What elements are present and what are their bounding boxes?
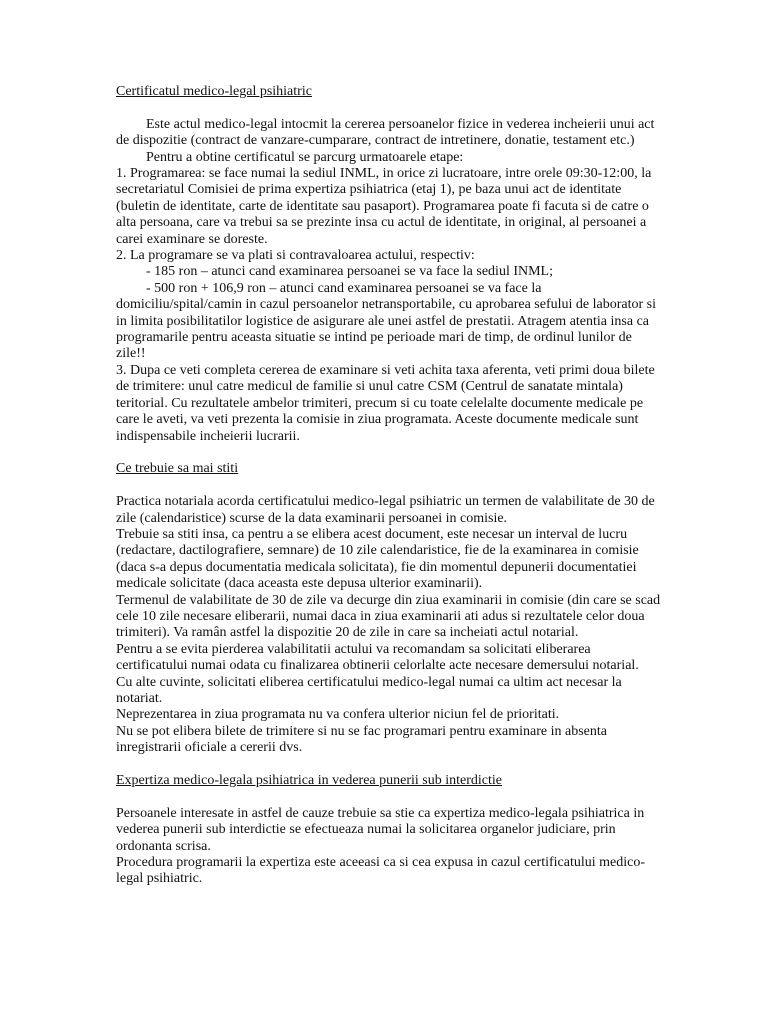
paragraph-step-3: 3. Dupa ce veti completa cererea de examinare si veti achita taxa aferenta, veti primi doua bilete de trimitere: unul catre medicul de familie si unul catre CSM (Centrul de sanatate mintala) teritorial. Cu rezultatele ambelor trimiteri, precum si cu toate celelalte documente medicale pe care le aveti, va veti prezenta la comisie in ziua programata. Aceste documente medicale sunt indispensabile incheierii lucrarii. bbox=[116, 362, 655, 444]
paragraph-processing-time: Trebuie sa stiti insa, ca pentru a se elibera acest document, este necesar un interval de lucru (redactare, dactilografiere, semnare) de 10 zile calendaristice, fie de la examinarea in comisie (daca s-a depus documentatia medicala solicitata), fie din momentul depunerii documentatiei medicale solicitate (daca aceasta este depusa ulterior examinarii). bbox=[116, 526, 639, 592]
section-heading-expertiza: Expertiza medico-legala psihiatrica in vederea punerii sub interdictie bbox=[116, 773, 502, 788]
paragraph-step-2: 2. La programare se va plati si contravaloarea actului, respectiv: bbox=[116, 248, 475, 264]
paragraph-fee-inml: - 185 ron – atunci cand examinarea persoanei se va face la sediul INML; bbox=[146, 264, 553, 280]
spacer bbox=[116, 445, 661, 461]
section-heading-info: Ce trebuie sa mai stiti bbox=[116, 461, 239, 477]
paragraph-validity: Practica notariala acorda certificatului medico-legal psihiatric un termen de valabilitate de 30 de zile (calendaristice) scurse de la data examinarii persoanei in comisie. bbox=[116, 494, 655, 526]
paragraph-definition: Este actul medico-legal intocmit la cererea persoanelor fizice in vederea incheierii unui act de dispozitie (contract de vanzare-cumparare, contract de intretinere, donatie, testament etc.) bbox=[116, 116, 655, 149]
spacer bbox=[116, 789, 661, 805]
spacer bbox=[116, 100, 661, 116]
paragraph-fee-home-continued: domiciliu/spital/camin in cazul persoanelor netransportabile, cu aprobarea sefului de laborator si in limita posibilitatilor logistice de asigurare ale unei astfel de prestatii. Atragem atentia insa ca programarile pentru aceasta situatie se intind pe perioade mari de timp, de ordinul lunilor de zile!! bbox=[116, 297, 656, 362]
paragraph-procedure: Procedura programarii la expertiza este aceeasi ca si cea expusa in cazul certificatului medico-legal psihiatric. bbox=[116, 855, 645, 887]
paragraph-fee-home-start: - 500 ron + 106,9 ron – atunci cand examinarea persoanei se va face la bbox=[146, 280, 542, 296]
section-heading-certificat: Certificatul medico-legal psihiatric bbox=[116, 84, 312, 99]
paragraph-last-act: Cu alte cuvinte, solicitati eliberea certificatului medico-legal numai ca ultim act necesar la notariat. bbox=[116, 674, 622, 706]
paragraph-recommendation: Pentru a se evita pierderea valabilitatii actului va recomandam sa solicitati eliberarea certificatului numai odata cu finalizarea obtinerii celorlalte acte necesare demersului notarial. bbox=[116, 641, 639, 674]
paragraph-steps-intro: Pentru a obtine certificatul se parcurg urmatoarele etape: bbox=[146, 149, 464, 165]
paragraph-step-1: 1. Programarea: se face numai la sediul INML, in orice zi lucratoare, intre orele 09:30-12:00, la secretariatul Comisiei de prima expertiza psihiatrica (etaj 1), pe baza unui act de identitate (buletin de identitate, carte de identitate sau pasaport). Programarea poate fi facuta si de catre o alta persoana, care va trebui sa se prezinte insa cu actul de identitate, in original, al persoanei a carei examinare se doreste. bbox=[116, 166, 652, 247]
paragraph-registration: Nu se pot elibera bilete de trimitere si nu se fac programari pentru examinare in absenta inregistrarii oficiale a cererii dvs. bbox=[116, 723, 607, 756]
document-page bbox=[116, 84, 661, 888]
paragraph-validity-start: Termenul de valabilitate de 30 de zile va decurge din ziua examinarii in comisie (din care se scad cele 10 zile necesare eliberarii, numai daca in ziua examinarii ati adus si rezultatele celor doua trimiteri). Va ramân astfel la dispozitie 20 de zile in care sa incheiati actul notarial. bbox=[116, 592, 661, 641]
spacer bbox=[116, 478, 661, 494]
paragraph-no-show: Neprezentarea in ziua programata nu va confera ulterior niciun fel de prioritati. bbox=[116, 707, 560, 723]
spacer bbox=[116, 757, 661, 773]
paragraph-interdiction: Persoanele interesate in astfel de cauze trebuie sa stie ca expertiza medico-legala psihiatrica in vederea punerii sub interdictie se efectueaza numai la solicitarea organelor judiciare, prin ordonanta scrisa. bbox=[116, 805, 645, 854]
